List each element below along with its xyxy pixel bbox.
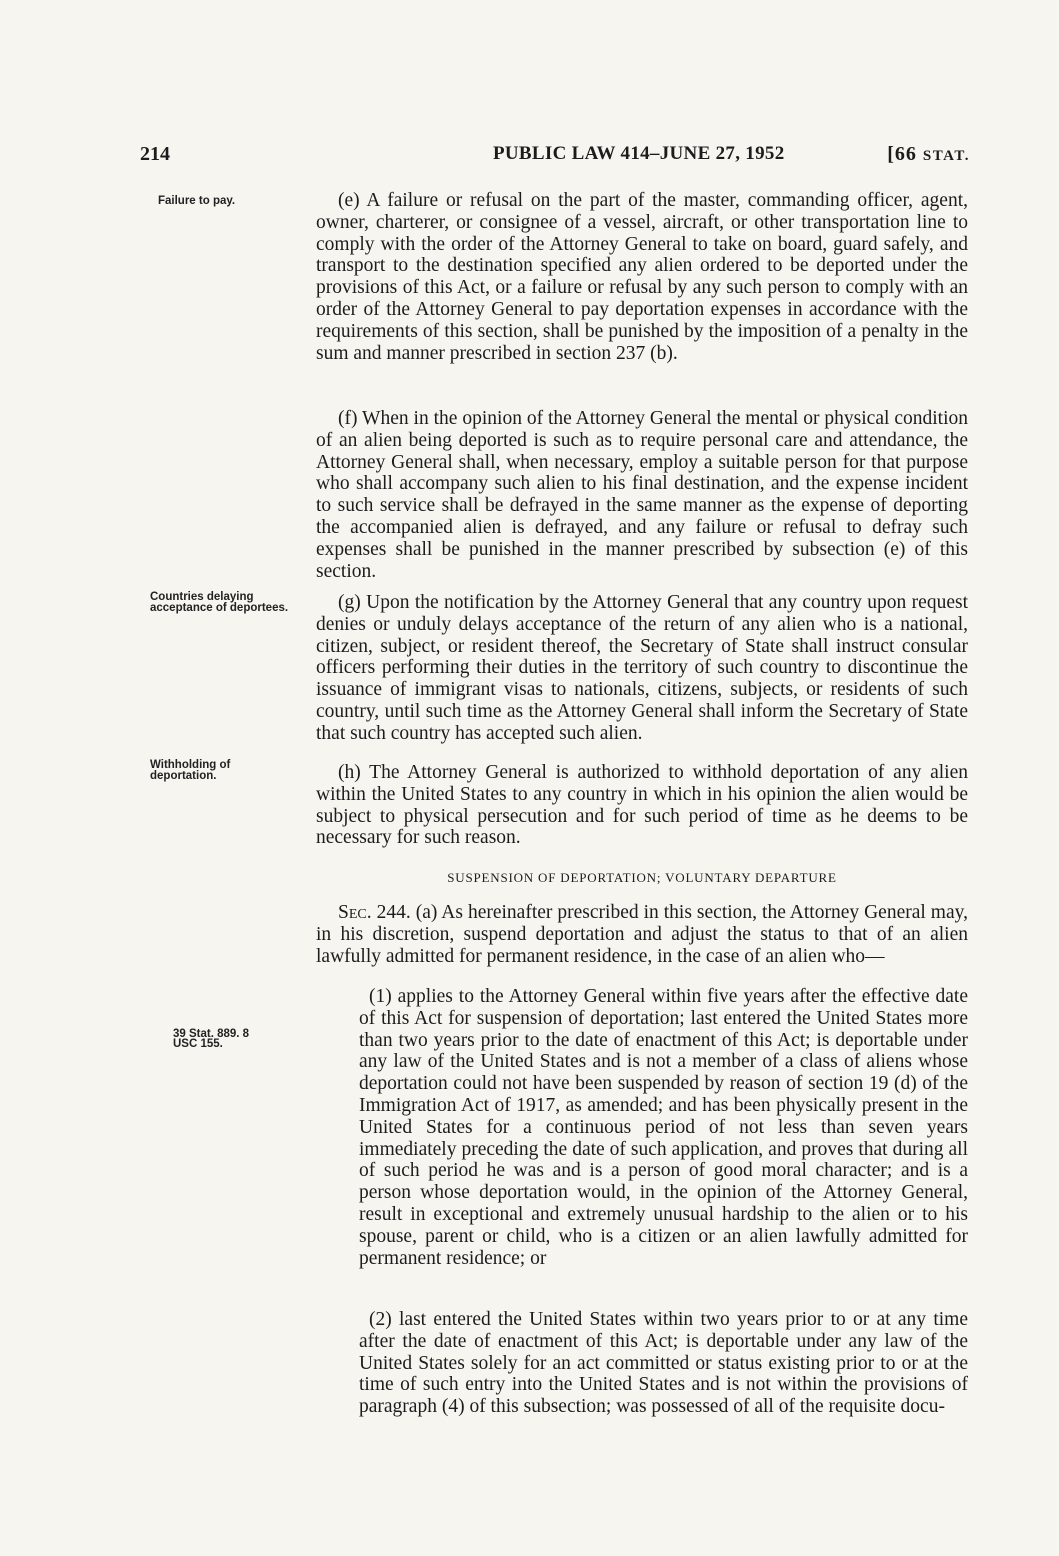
section-heading: SUSPENSION OF DEPORTATION; VOLUNTARY DEPARTURE: [447, 870, 837, 885]
margin-note-statute-citation: 39 Stat. 889. 8 USC 155.: [173, 1028, 250, 1050]
subsection-f: [316, 408, 968, 582]
statute-reference-suffix: STAT.: [922, 148, 970, 164]
paragraph-2-text: (2) last entered the United States within two years prior to or at any time after the date of enactment of this Act; is deportable under any law of the United States solely for an act committed or status existing prior to or at the time of such entry into the United States and is not within the provisions of paragraph (4) of this subsection; was possessed of all of the requisite docu-: [359, 1309, 968, 1418]
margin-note-countries-delaying: Countries delaying acceptance of deportees.: [150, 591, 289, 614]
section-244-intro-text: (a) As hereinafter prescribed in this section, the Attorney General may, in his discretion, suspend deportation and adjust the status to that of an alien lawfully admitted for permanent residence, in the case of an alien who—: [316, 902, 968, 967]
paragraph-1-text: (1) applies to the Attorney General within five years after the effective date of this Act for suspension of deportation; last entered the United States more than two years prior to the date of enactment of this Act; is deportable under any law of the United States and is not a member of a class of aliens whose deportation could not have been suspended by reason of section 19 (d) of the Immigration Act of 1917, as amended; and has been physically present in the United States for a continuous period of not less than seven years immediately preceding the date of such application, and proves that during all of such period he was and is a person of good moral character; and is a person whose deportation would, in the opinion of the Attorney General, result in exceptional and extremely unusual hardship to the alien or to his spouse, parent or child, who is a citizen or an alien lawfully admitted for permanent residence; or: [359, 986, 968, 1269]
paragraph-1: [359, 986, 968, 1269]
subsection-g-text: (g) Upon the notification by the Attorney General that any country upon request denies or unduly delays acceptance of the return of any alien who is a national, citizen, subject, or resident thereof, the Secretary of State shall instruct consular officers performing their duties in the territory of such country to discontinue the issuance of immigrant visas to nationals, citizens, subjects, or residents of such country, until such time as the Attorney General shall inform the Secretary of State that such country has accepted such alien.: [316, 592, 968, 744]
page-number: 214: [140, 143, 170, 165]
page-header: [140, 143, 970, 173]
section-244-intro: [316, 902, 968, 967]
section-label: Sec. 244.: [338, 902, 411, 923]
subsection-h: [316, 762, 968, 849]
running-head: PUBLIC LAW 414–JUNE 27, 1952: [493, 143, 785, 164]
subsection-g: [316, 592, 968, 745]
subsection-f-text: (f) When in the opinion of the Attorney General the mental or physical condition of an alien being deported is such as to require personal care and attendance, the Attorney General shall, when necessary, employ a suitable person for that purpose who shall accompany such alien to his final destination, and the expense incident to such service shall be defrayed in the same manner as the expense of deporting the accompanied alien is defrayed, and any failure or refusal to defray such expenses shall be punished in the manner prescribed by subsection (e) of this section.: [316, 408, 968, 582]
margin-note-withholding: Withholding of deportation.: [150, 759, 231, 782]
subsection-e-text: (e) A failure or refusal on the part of the master, commanding officer, agent, owner, charterer, or consignee of a vessel, aircraft, or other transportation line to comply with the order of the Attorney General to take on board, guard safely, and transport to the destination specified any alien ordered to be deported under the provisions of this Act, or a failure or refusal by any such person to comply with an order of the Attorney General to pay deportation expenses in accordance with the requirements of this section, shall be punished by the imposition of a penalty in the sum and manner prescribed in section 237 (b).: [316, 190, 968, 364]
margin-note-failure-to-pay: Failure to pay.: [158, 195, 236, 207]
subsection-h-text: (h) The Attorney General is authorized to withhold deportation of any alien within the United States to any country in which in his opinion the alien would be subject to physical persecution and for such period of time as he deems to be necessary for such reason.: [316, 762, 968, 849]
statute-reference-prefix: [66: [887, 143, 923, 165]
subsection-e: [316, 190, 968, 364]
paragraph-2: [359, 1309, 968, 1418]
statute-reference: [887, 143, 970, 166]
